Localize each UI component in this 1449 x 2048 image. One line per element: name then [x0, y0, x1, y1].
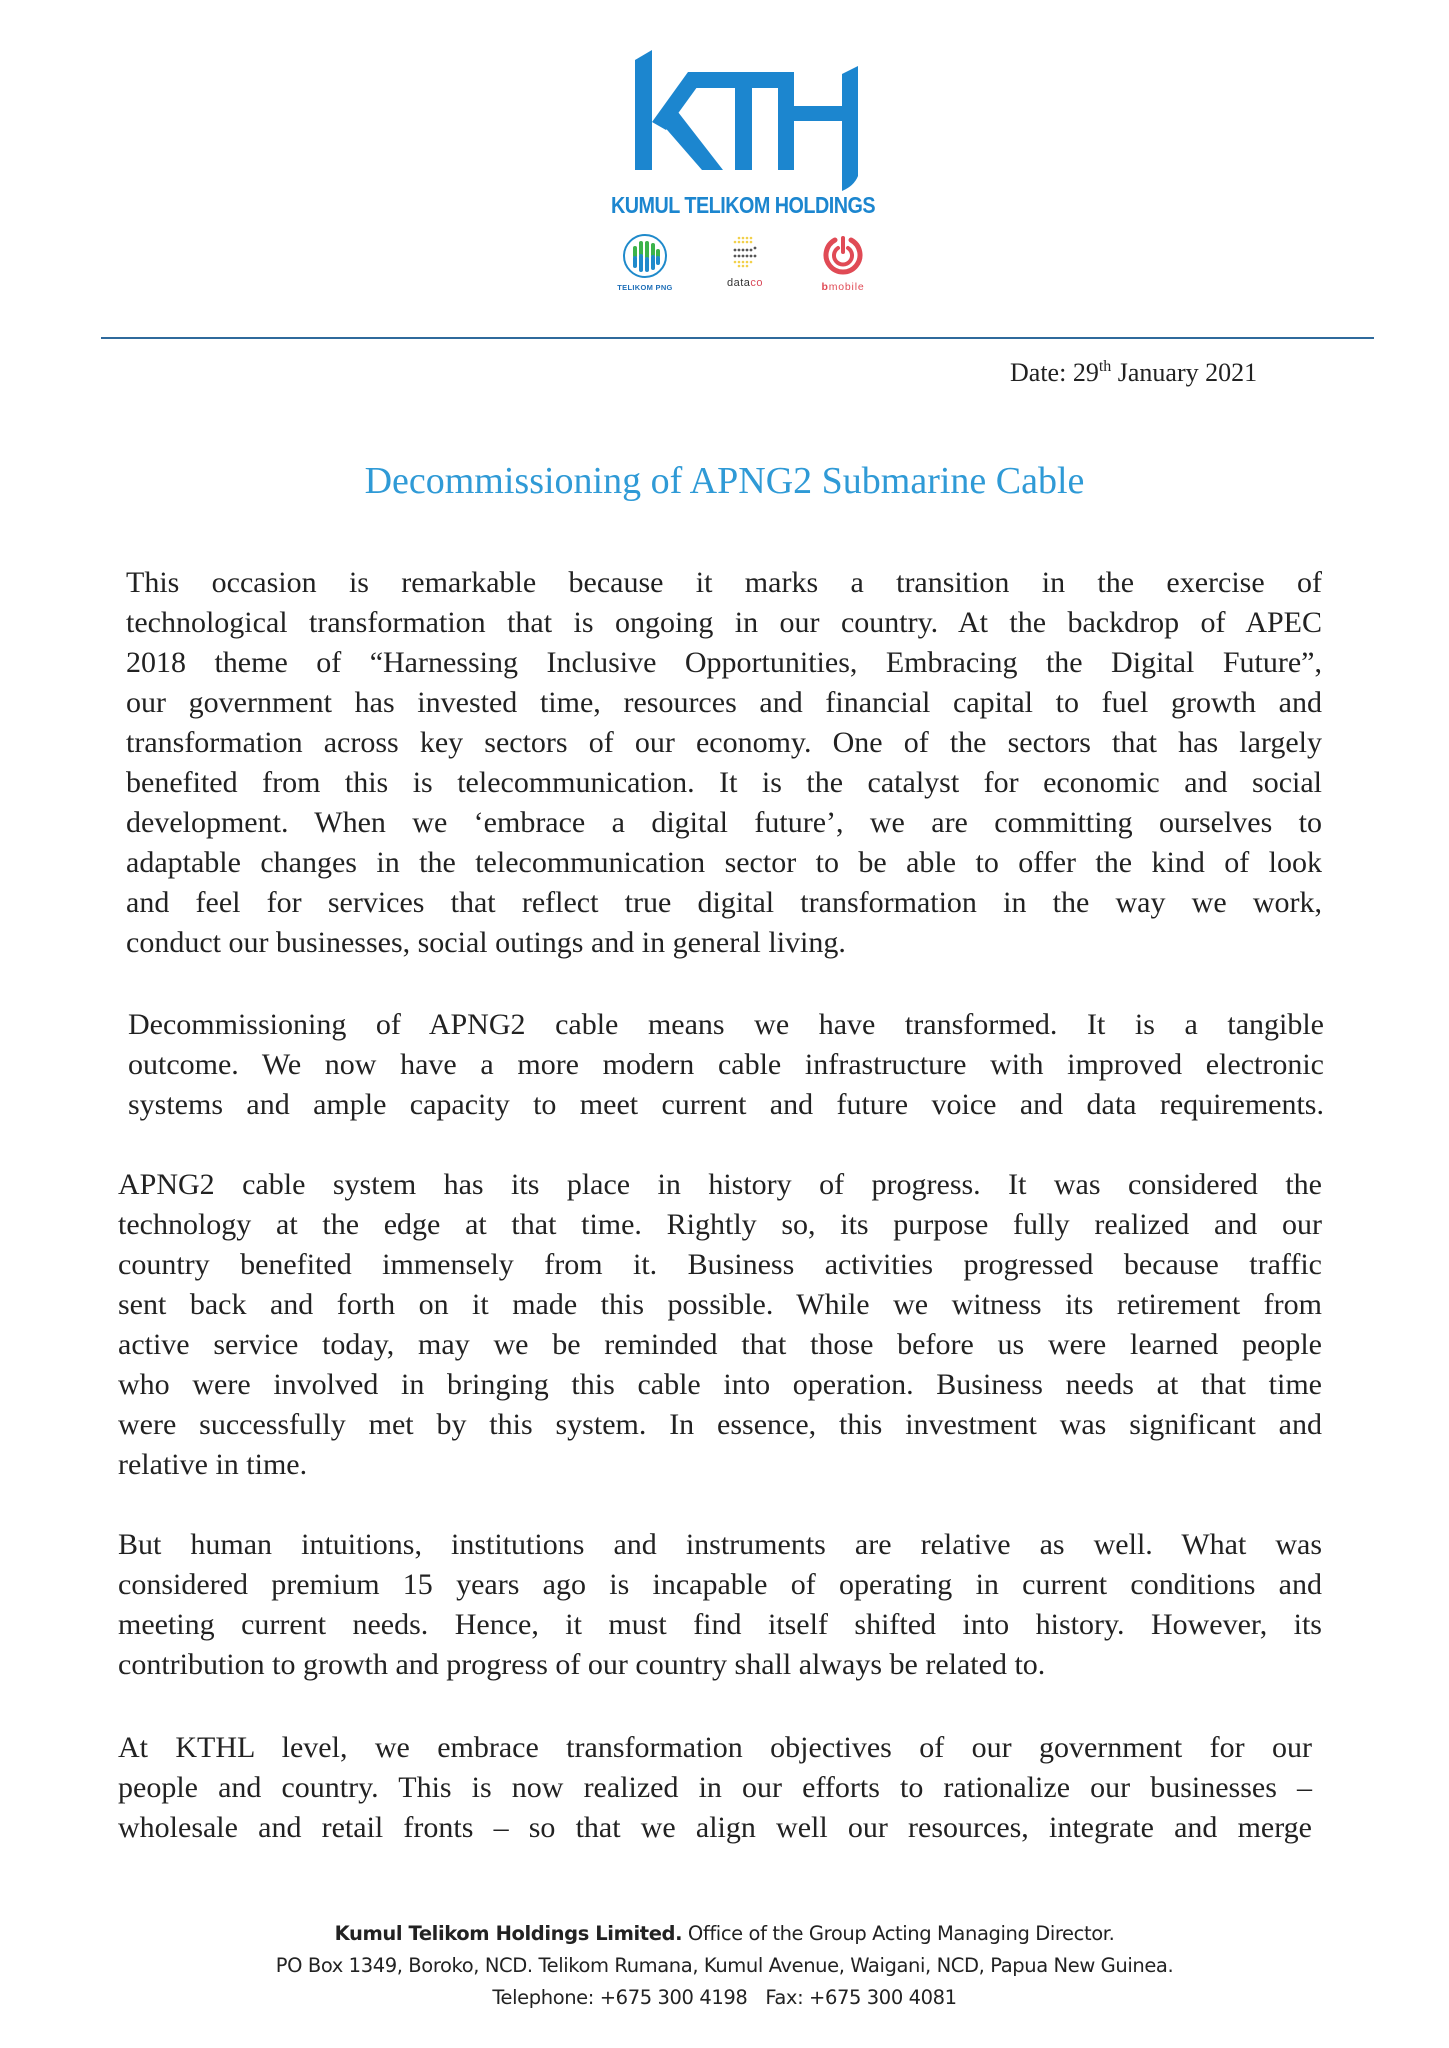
- paragraph-line: sent back and forth on it made this possible. While we witness its retirement from: [118, 1288, 1322, 1321]
- header-divider: [101, 337, 1374, 339]
- paragraph-line: who were involved in bringing this cable into operation. Business needs at that time: [118, 1368, 1322, 1401]
- date-label: Date:: [1010, 358, 1067, 387]
- paragraph-line: and feel for services that reflect true digital transformation in the way we work,: [126, 886, 1322, 919]
- footer-company-name: Kumul Telikom Holdings Limited.: [334, 1922, 683, 1945]
- paragraph-line: meeting current needs. Hence, it must find itself shifted into history. However, its: [118, 1608, 1322, 1641]
- page-title: Decommissioning of APNG2 Submarine Cable: [364, 460, 1085, 502]
- footer-office: Office of the Group Acting Managing Director.: [687, 1922, 1115, 1945]
- paragraph-line: active service today, may we be reminded that those before us were learned people: [118, 1328, 1322, 1361]
- paragraph-line: development. When we ‘embrace a digital future’, we are committing ourselves to: [126, 806, 1322, 839]
- bmobile-icon: [821, 232, 865, 278]
- kth-logo-icon: [628, 46, 868, 191]
- bmobile-label-suffix: mobile: [828, 281, 865, 293]
- paragraph-line: were successfully met by this system. In essence, this investment was significant and: [118, 1408, 1322, 1441]
- footer-line-3: [0, 1982, 1449, 2014]
- bmobile-label-prefix: b: [821, 281, 829, 293]
- paragraph-line: systems and ample capacity to meet current and future voice and data requirements.: [128, 1088, 1324, 1121]
- paragraph-line: our government has invested time, resources and financial capital to fuel growth and: [126, 686, 1322, 719]
- paragraph-line: Decommissioning of APNG2 cable means we have transformed. It is a tangible: [128, 1008, 1324, 1041]
- body-paragraph-2: [128, 1005, 1324, 1125]
- paragraph-line: adaptable changes in the telecommunication sector to be able to offer the kind of look: [126, 846, 1322, 879]
- sub-brand-logos: [600, 232, 890, 297]
- paragraph-line: At KTHL level, we embrace transformation objectives of our government for our: [118, 1731, 1312, 1764]
- letter-footer: [0, 1918, 1449, 2014]
- paragraph-line: contribution to growth and progress of our country shall always be related to.: [118, 1648, 1046, 1681]
- telikom-png-label: TELIKOM PNG: [617, 283, 673, 292]
- dataco-label: [700, 277, 790, 289]
- footer-address: PO Box 1349, Boroko, NCD. Telikom Rumana, Kumul Avenue, Waigani, NCD, Papua New Guinea.: [275, 1954, 1174, 1977]
- dataco-label-prefix: data: [726, 277, 751, 289]
- date-day-suffix: th: [1098, 358, 1112, 375]
- date-month-year: January 2021: [1117, 358, 1258, 387]
- letter-date: [1010, 358, 1257, 388]
- date-day: 29: [1072, 358, 1099, 387]
- paragraph-line: transformation across key sectors of our economy. One of the sectors that has largely: [126, 726, 1322, 759]
- bmobile-label: [798, 281, 888, 293]
- paragraph-line: country benefited immensely from it. Business activities progressed because traffic: [118, 1248, 1322, 1281]
- paragraph-line: technological transformation that is ongoing in our country. At the backdrop of APEC: [126, 606, 1322, 639]
- body-paragraph-1: [126, 563, 1322, 963]
- paragraph-line: technology at the edge at that time. Rightly so, its purpose fully realized and our: [118, 1208, 1322, 1241]
- paragraph-line: people and country. This is now realized in our efforts to rationalize our businesses –: [118, 1771, 1312, 1804]
- body-paragraph-3: [118, 1165, 1322, 1485]
- paragraph-line: outcome. We now have a more modern cable infrastructure with improved electronic: [128, 1048, 1324, 1081]
- bmobile-logo: [798, 232, 888, 293]
- paragraph-line: considered premium 15 years ago is incapable of operating in current conditions and: [118, 1568, 1322, 1601]
- paragraph-line: APNG2 cable system has its place in history of progress. It was considered the: [118, 1168, 1322, 1201]
- telikom-png-icon: [621, 232, 669, 280]
- dataco-logo: [700, 232, 790, 289]
- body-paragraph-4: [118, 1525, 1322, 1685]
- dataco-label-suffix: co: [750, 277, 764, 289]
- paragraph-line: 2018 theme of “Harnessing Inclusive Opportunities, Embracing the Digital Future”,: [126, 646, 1322, 679]
- paragraph-line: This occasion is remarkable because it marks a transition in the exercise of: [126, 566, 1322, 599]
- telikom-png-logo: [600, 232, 690, 292]
- footer-line-1: [0, 1918, 1449, 1950]
- paragraph-line: benefited from this is telecommunication. It is the catalyst for economic and social: [126, 766, 1322, 799]
- footer-fax: Fax: +675 300 4081: [765, 1986, 957, 2009]
- dataco-icon: [725, 232, 765, 276]
- paragraph-line: wholesale and retail fronts – so that we align well our resources, integrate and merge: [118, 1811, 1312, 1844]
- paragraph-line: But human intuitions, institutions and instruments are relative as well. What was: [118, 1528, 1322, 1561]
- paragraph-line: relative in time.: [118, 1448, 308, 1481]
- paragraph-line: conduct our businesses, social outings and in general living.: [126, 926, 846, 959]
- body-paragraph-5: [118, 1728, 1312, 1848]
- footer-telephone: Telephone: +675 300 4198: [492, 1986, 748, 2009]
- company-name: KUMUL TELIKOM HOLDINGS: [610, 192, 876, 218]
